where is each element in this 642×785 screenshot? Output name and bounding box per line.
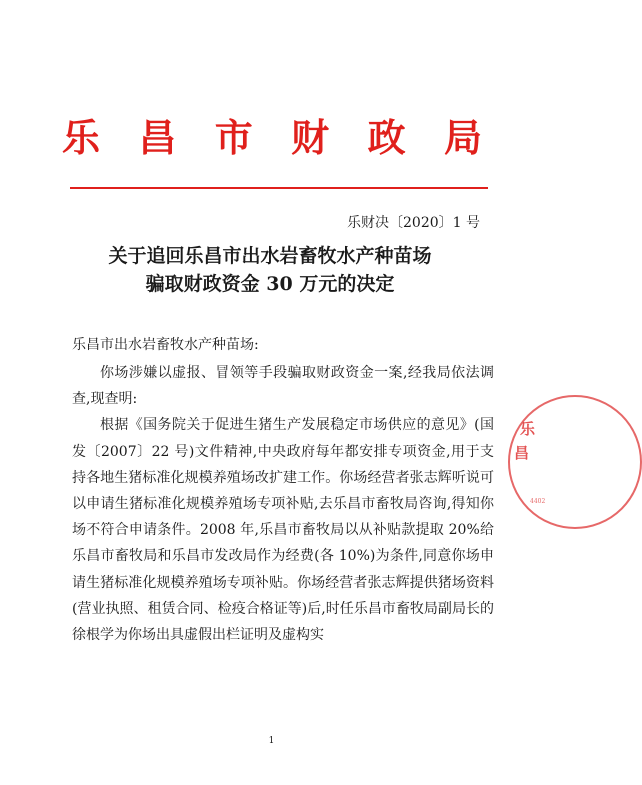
document-number: 乐财决〔2020〕1 号: [347, 215, 480, 231]
seal-char: 昌: [514, 444, 530, 462]
page-number: 1: [268, 736, 275, 746]
salutation: 乐昌市出水岩畜牧水产种苗场:: [72, 337, 259, 353]
masthead-char: 局: [443, 115, 482, 160]
title-line-2: 骗取财政资金 30 万元的决定: [145, 273, 395, 295]
document-title: [60, 242, 480, 298]
paragraph: 根据《国务院关于促进生猪生产发展稳定市场供应的意见》(国发〔2007〕22 号)文件精神,中央政府每年都安排专项资金,用于支持各地生猪标准化规模养殖场改扩建工作。你场经营者张志辉听说可以申请生猪标准化规模养殖场专项补贴,去乐昌市畜牧局咨询,得知你场不符合申请条件。2008 年,乐昌市畜牧局以从补贴款提取 20%给乐昌市畜牧局和乐昌市发改局作为经费(各 10%)为条件,同意你场申请生猪标准化规模养殖场专项补贴。你场经营者张志辉提供猪场资料(营业执照、租赁合同、检疫合格证等)后,时任乐昌市畜牧局副局长的徐根学为你场出具虚假出栏证明及虚构实: [72, 417, 494, 644]
body-text: [72, 360, 494, 648]
paragraph: 你场涉嫌以虚报、冒领等手段骗取财政资金一案,经我局依法调查,现查明:: [72, 365, 494, 408]
masthead-divider: [70, 187, 488, 189]
title-line-1: 关于追回乐昌市出水岩畜牧水产种苗场: [108, 245, 432, 267]
official-seal: [500, 380, 546, 540]
masthead: [62, 112, 482, 164]
seal-code: 4402: [530, 498, 546, 505]
masthead-char: 政: [367, 115, 406, 160]
seal-char: 乐: [520, 420, 536, 438]
masthead-char: 财: [291, 115, 330, 160]
masthead-char: 昌: [138, 115, 177, 160]
masthead-char: 乐: [62, 115, 101, 160]
masthead-char: 市: [214, 115, 253, 160]
